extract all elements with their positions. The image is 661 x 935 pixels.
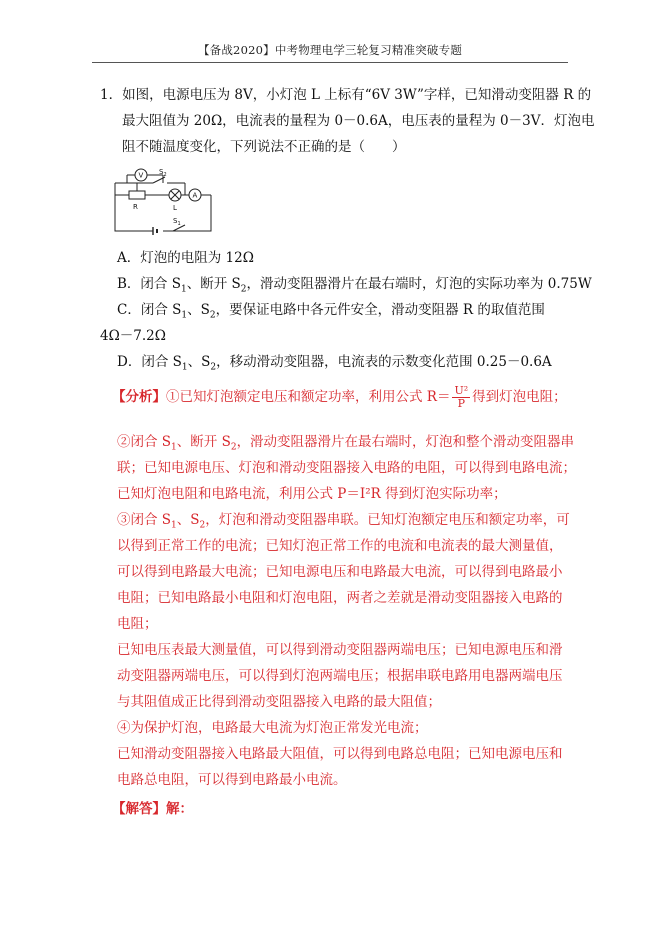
analysis-p2-line-2: 联；已知电源电压、灯泡和滑动变阻器接入电路的电阻，可以得到电路电流； xyxy=(117,460,576,476)
label-a: A xyxy=(192,191,198,200)
option-b: B．闭合 $S_1$、断开 $S_2$，滑动变阻器滑片在最右端时，灯泡的实际功率为 0.75W xyxy=(117,276,592,295)
analysis-p3-line-1: ③闭合 $S_1$、$S_2$，灯泡和滑动变阻器串联。已知灯泡额定电压和额定功率，可 xyxy=(117,512,570,531)
question-line-3: 阻不随温度变化，下列说法不正确的是（ ） xyxy=(122,139,406,155)
analysis-p5-line-1: ④为保护灯泡，电路最大电流为灯泡正常发光电流； xyxy=(117,720,428,736)
label-s2: $S_2$ xyxy=(159,168,167,178)
option-d: D．闭合 $S_1$、$S_2$，移动滑动变阻器，电流表的示数变化范围 0.25－0.6A xyxy=(117,354,552,373)
question-line-1 xyxy=(100,82,591,108)
analysis-p5-line-2: 已知滑动变阻器接入电路最大阻值，可以得到电路总电阻；已知电源电压和 xyxy=(117,746,563,762)
option-c-line-2: 4Ω－7.2Ω xyxy=(100,328,166,344)
page-header: 【备战2020】中考物理电学三轮复习精准突破专题 xyxy=(197,43,463,57)
circuit-wire-right xyxy=(163,195,211,231)
rheostat-symbol xyxy=(129,191,145,199)
formula-fraction: $\frac{\text{U²}}{P}$ xyxy=(454,384,469,410)
question-number: 1． xyxy=(100,87,123,103)
circuit-diagram xyxy=(107,165,219,245)
header-rule xyxy=(92,62,568,63)
analysis-p4-line-2: 动变阻器两端电压，可以得到灯泡两端电压；根据串联电路用电器两端电压 xyxy=(117,668,563,684)
label-s1: $S_1$ xyxy=(173,217,181,227)
analysis-label: 【分析】 xyxy=(112,389,166,405)
analysis-p2-line-1: ②闭合 $S_1$、断开 $S_2$，滑动变阻器滑片在最右端时，灯泡和整个滑动变阻器串 xyxy=(117,434,575,453)
label-r: R xyxy=(133,203,138,211)
analysis-line-1: 【分析】①已知灯泡额定电压和额定功率，利用公式 R＝ $\frac{\text{U²}}{P}$ 得到灯泡电阻； xyxy=(112,384,567,410)
analysis-p5-line-3: 电路总电阻，可以得到电路最小电流。 xyxy=(117,772,347,788)
analysis-p2-line-3: 已知灯泡电阻和电路电流，利用公式 P＝I²R 得到灯泡实际功率； xyxy=(117,486,507,502)
analysis-p3-line-2: 以得到正常工作的电流；已知灯泡正常工作的电流和电流表的最大测量值， xyxy=(117,538,563,554)
question-line-2: 最大阻值为 20Ω，电流表的量程为 0－0.6A，电压表的量程为 0－3V．灯泡电 xyxy=(122,113,595,129)
option-c: C．闭合 $S_1$、$S_2$，要保证电路中各元件安全，滑动变阻器 R 的取值范围 xyxy=(117,302,545,321)
label-v: V xyxy=(138,171,144,180)
option-a: A．灯泡的电阻为 12Ω xyxy=(117,250,254,266)
question-text-1: 如图，电源电压为 8V，小灯泡 L 上标有“6V 3W”字样，已知滑动变阻器 R 的 xyxy=(122,87,592,103)
analysis-p4-line-1: 已知电压表最大测量值，可以得到滑动变阻器两端电压；已知电源电压和滑 xyxy=(117,642,563,658)
label-l: L xyxy=(173,204,177,212)
analysis-p3-line-5: 电阻； xyxy=(117,616,158,632)
analysis-p3-line-3: 可以得到电路最大电流；已知电源电压和电路最大电流，可以得到电路最小 xyxy=(117,564,563,580)
solution-label: 【解答】解： xyxy=(112,801,193,817)
analysis-p3-line-4: 电阻；已知电路最小电阻和灯泡电阻，两者之差就是滑动变阻器接入电路的 xyxy=(117,590,563,606)
analysis-p4-line-3: 与其阻值成正比得到滑动变阻器接入电路的最大阻值； xyxy=(117,694,441,710)
